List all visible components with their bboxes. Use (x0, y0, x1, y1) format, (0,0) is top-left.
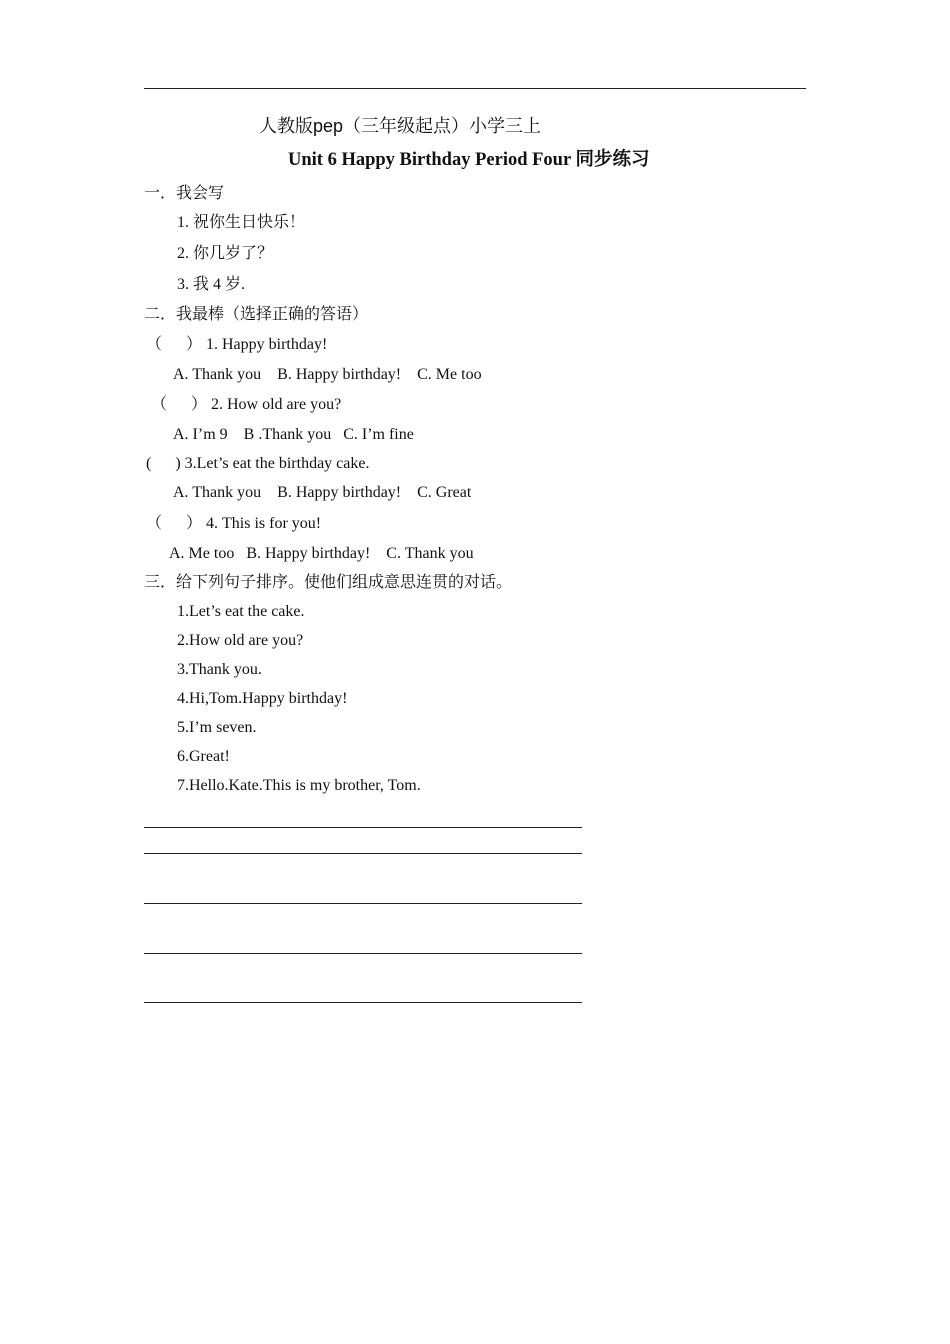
section1-item: 2. 你几岁了？ (177, 245, 274, 262)
section1-heading: 一．我会写 (144, 185, 225, 202)
sentence-item: 6.Great! (177, 748, 230, 765)
answer-line (144, 853, 582, 854)
sentence-item: 3.Thank you. (177, 661, 262, 678)
section1-item: 1. 祝你生日快乐！ (177, 214, 306, 231)
sentence-item: 5.I’m seven. (177, 719, 257, 736)
question-1: （ ） 1. Happy birthday! (146, 336, 328, 353)
section2-heading: 二．我最棒（选择正确的答语） (144, 306, 369, 323)
question-3-options: A. Thank you B. Happy birthday! C. Great (173, 484, 472, 501)
question-2-options: A. I’m 9 B .Thank you C. I’m fine (173, 426, 414, 443)
sentence-item: 2.How old are you? (177, 632, 304, 649)
answer-line (144, 1002, 582, 1003)
section1-item: 3. 我 4 岁. (177, 276, 246, 293)
sentence-item: 7.Hello.Kate.This is my brother, Tom. (177, 777, 421, 794)
question-2: （ ） 2. How old are you? (151, 396, 342, 413)
section3-heading: 三．给下列句子排序。使他们组成意思连贯的对话。 (144, 574, 513, 591)
answer-line (144, 953, 582, 954)
question-4: （ ） 4. This is for you! (146, 515, 322, 532)
document-title: Unit 6 Happy Birthday Period Four 同步练习 (288, 150, 650, 170)
question-4-options: A. Me too B. Happy birthday! C. Thank you (169, 545, 474, 562)
document-subtitle: 人教版pep（三年级起点）小学三上 (259, 116, 542, 136)
sentence-item: 1.Let’s eat the cake. (177, 603, 305, 620)
sentence-item: 4.Hi,Tom.Happy birthday! (177, 690, 348, 707)
answer-line (144, 903, 582, 904)
header-rule (144, 88, 806, 89)
question-1-options: A. Thank you B. Happy birthday! C. Me too (173, 366, 482, 383)
answer-line (144, 827, 582, 828)
question-3: ( ) 3.Let’s eat the birthday cake. (146, 455, 370, 472)
